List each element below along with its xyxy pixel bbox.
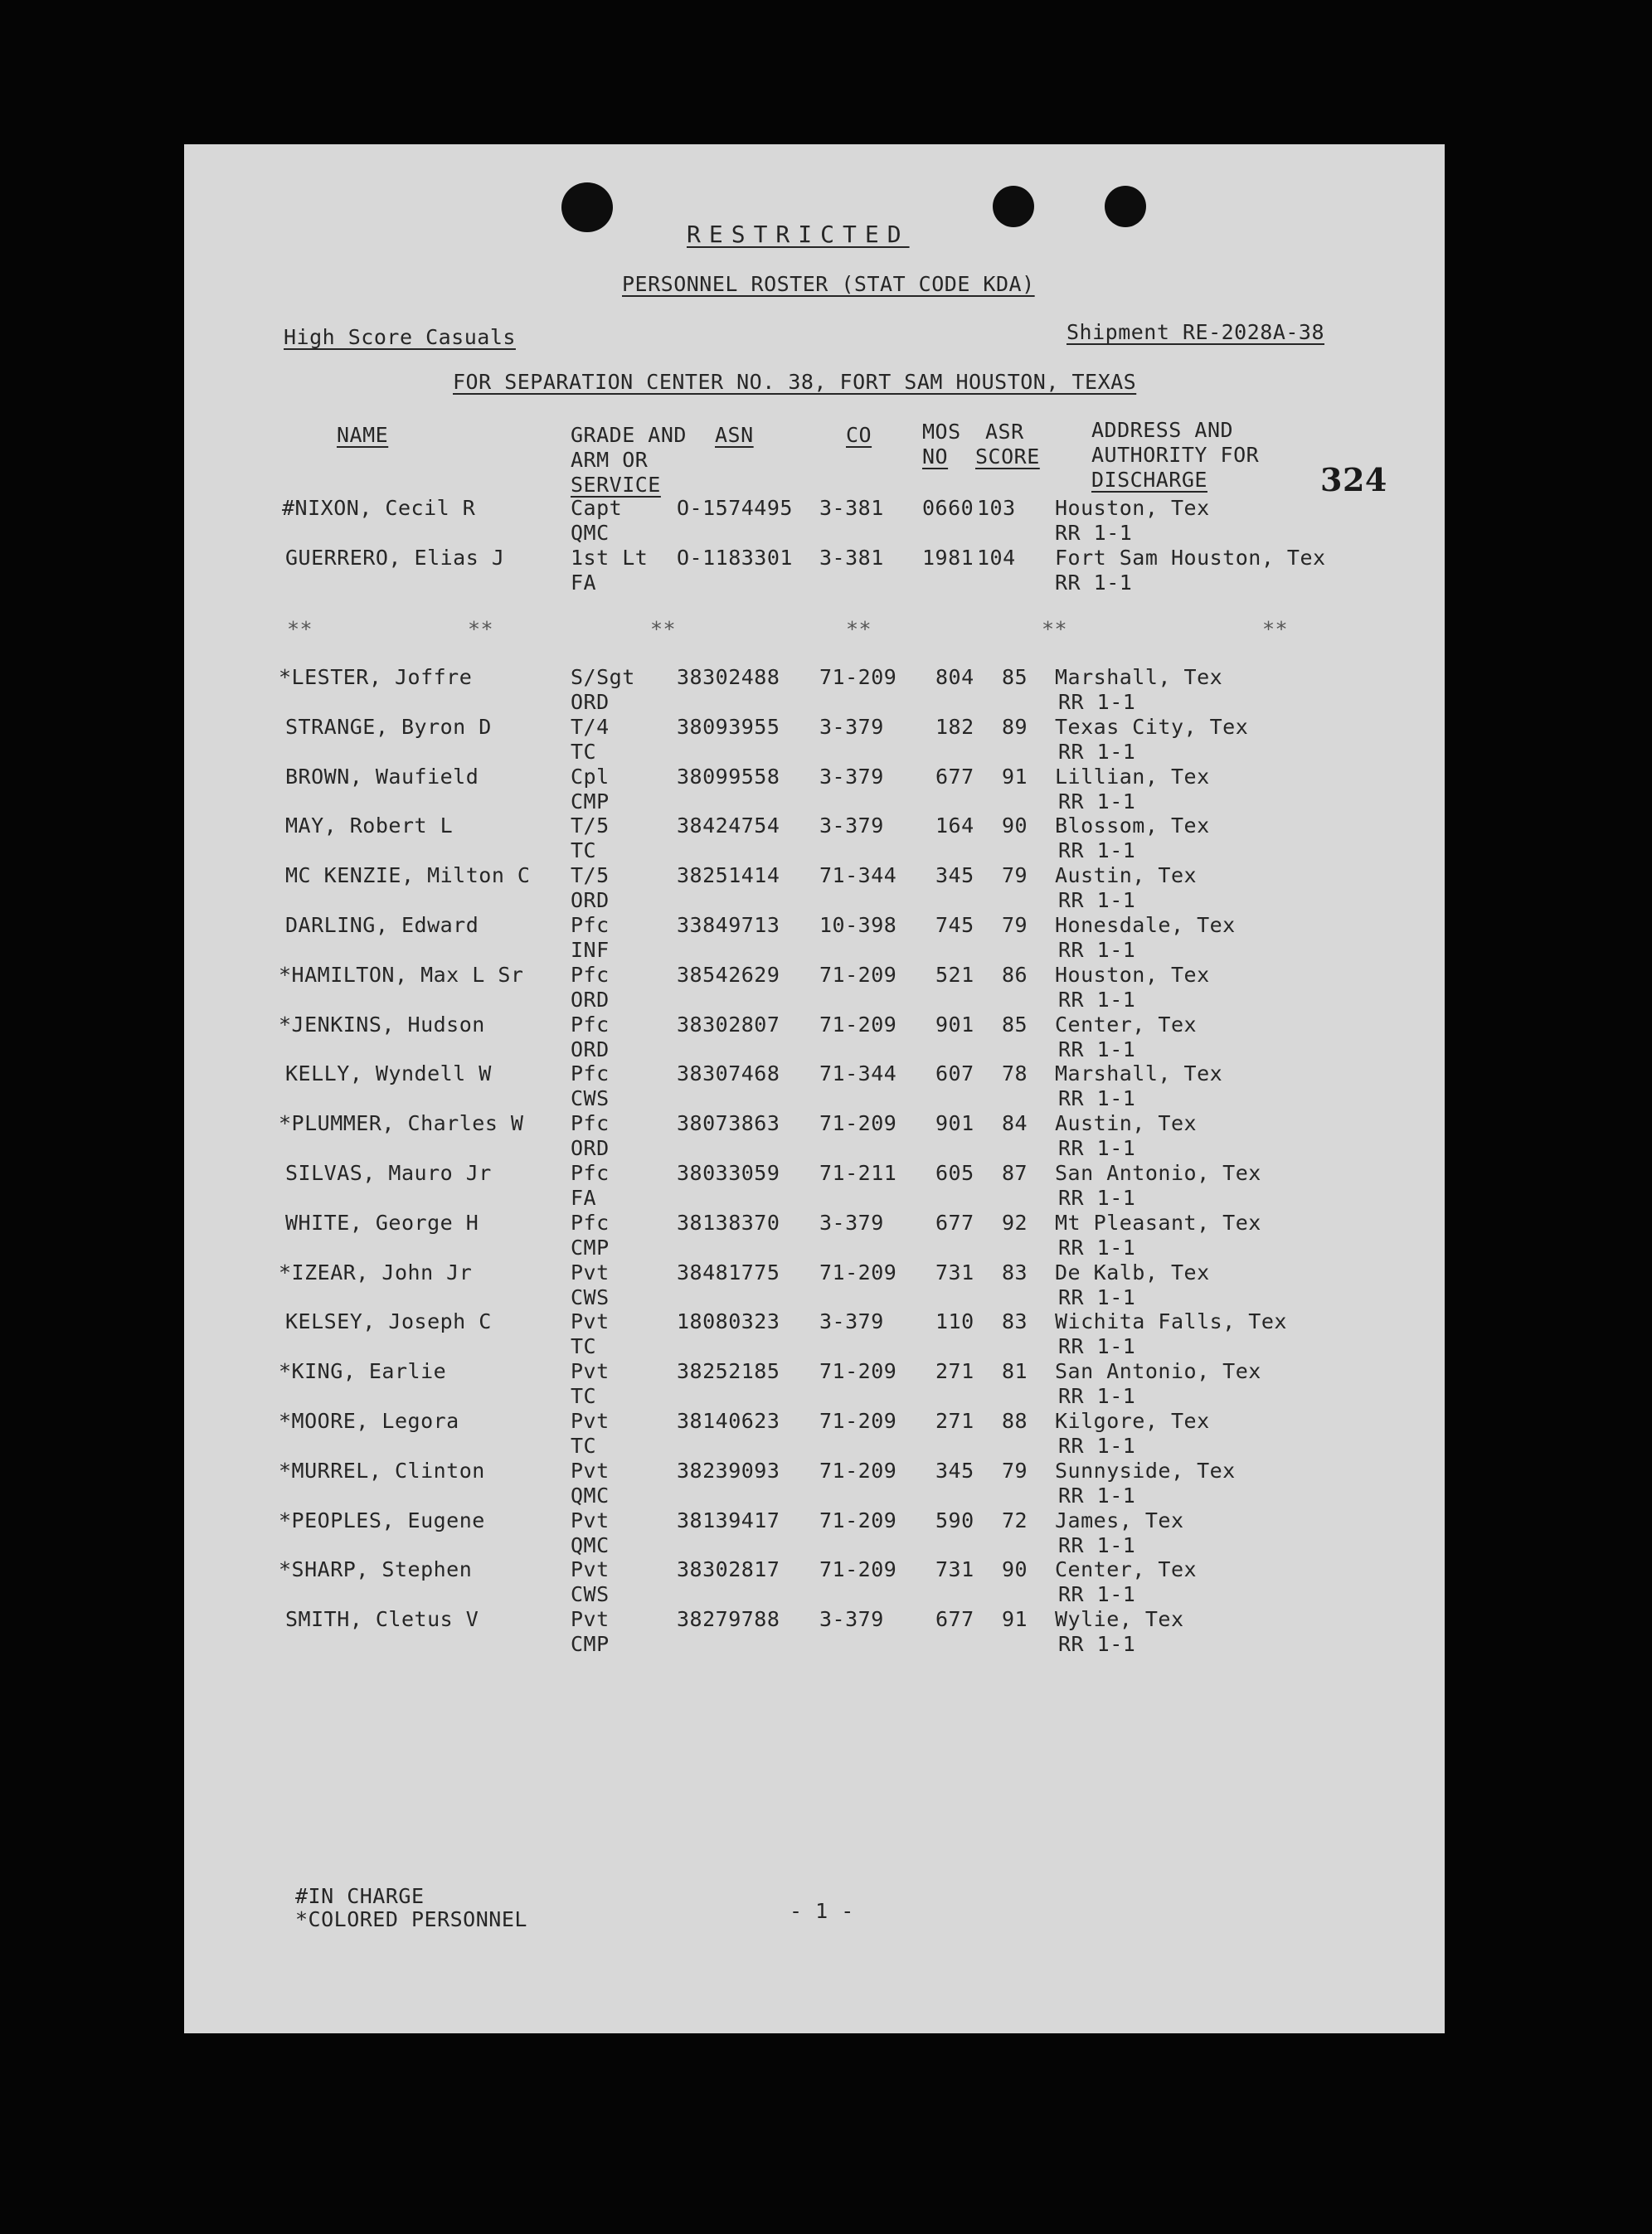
row-mos: 110: [935, 1309, 974, 1333]
row-asr: 103: [977, 496, 1016, 520]
row-address: Center, Tex: [1055, 1557, 1198, 1581]
row-asr: 90: [1002, 813, 1028, 838]
row-name: *MOORE, Legora: [279, 1409, 459, 1433]
restricted-heading: RESTRICTED: [687, 221, 910, 248]
row-asr: 87: [1002, 1161, 1028, 1185]
row-arm: CMP: [571, 1236, 610, 1260]
row-name: #NIXON, Cecil R: [282, 496, 476, 520]
col-header-mos-1: MOS: [922, 420, 961, 444]
row-grade: Pfc: [571, 913, 610, 937]
col-header-address-2: AUTHORITY FOR: [1091, 443, 1260, 467]
row-name: BROWN, Waufield: [285, 765, 479, 789]
row-asr: 85: [1002, 665, 1028, 689]
row-mos: 590: [935, 1508, 974, 1532]
row-authority: RR 1-1: [1058, 1285, 1136, 1309]
row-address: Fort Sam Houston, Tex: [1055, 546, 1326, 570]
row-mos: 731: [935, 1260, 974, 1285]
row-authority: RR 1-1: [1058, 1334, 1136, 1358]
row-asn: 33849713: [677, 913, 780, 937]
row-grade: Pvt: [571, 1557, 610, 1581]
row-address: San Antonio, Tex: [1055, 1161, 1261, 1185]
row-arm: CWS: [571, 1086, 610, 1110]
row-arm: ORD: [571, 690, 610, 714]
row-arm: ORD: [571, 888, 610, 912]
row-asn: O-1574495: [677, 496, 793, 520]
punch-hole-right: [1105, 186, 1146, 227]
row-asn: 38252185: [677, 1359, 780, 1383]
row-asn: O-1183301: [677, 546, 793, 570]
enlisted-row: [184, 1557, 1445, 1607]
enlisted-row: [184, 913, 1445, 963]
row-grade: T/5: [571, 813, 610, 838]
row-asn: 38302817: [677, 1557, 780, 1581]
row-grade: Cpl: [571, 765, 610, 789]
row-asr: 79: [1002, 1459, 1028, 1483]
row-grade: Pfc: [571, 1013, 610, 1037]
row-arm: TC: [571, 838, 597, 862]
row-authority: RR 1-1: [1058, 938, 1136, 962]
officer-row: [184, 546, 1445, 595]
row-co: 71-209: [819, 1409, 897, 1433]
row-arm: QMC: [571, 1484, 610, 1508]
row-authority: RR 1-1: [1058, 740, 1136, 764]
row-authority: RR 1-1: [1058, 1136, 1136, 1160]
row-asr: 84: [1002, 1111, 1028, 1135]
row-asr: 92: [1002, 1211, 1028, 1235]
row-name: SILVAS, Mauro Jr: [285, 1161, 492, 1185]
row-authority: RR 1-1: [1058, 1086, 1136, 1110]
enlisted-row: [184, 1061, 1445, 1111]
row-grade: Pvt: [571, 1409, 610, 1433]
row-grade: Pvt: [571, 1508, 610, 1532]
page-stamp: 324: [1320, 461, 1387, 498]
enlisted-row: [184, 863, 1445, 913]
row-name: *HAMILTON, Max L Sr: [279, 963, 524, 987]
row-asn: 38239093: [677, 1459, 780, 1483]
row-asr: 86: [1002, 963, 1028, 987]
shipment-label: Shipment RE-2028A-38: [1067, 320, 1325, 344]
row-address: Austin, Tex: [1055, 1111, 1198, 1135]
row-grade: Pfc: [571, 1161, 610, 1185]
row-grade: Pfc: [571, 1211, 610, 1235]
row-co: 3-379: [819, 1309, 884, 1333]
row-mos: 182: [935, 715, 974, 739]
row-mos: 605: [935, 1161, 974, 1185]
row-asr: 83: [1002, 1260, 1028, 1285]
enlisted-row: [184, 1508, 1445, 1558]
row-asn: 38138370: [677, 1211, 780, 1235]
row-mos: 677: [935, 1211, 974, 1235]
enlisted-row: [184, 1260, 1445, 1310]
row-co: 71-209: [819, 1260, 897, 1285]
row-grade: Pvt: [571, 1459, 610, 1483]
row-name: *MURREL, Clinton: [279, 1459, 485, 1483]
punch-hole-center: [993, 186, 1034, 227]
col-header-asr-1: ASR: [985, 420, 1024, 444]
row-asr: 90: [1002, 1557, 1028, 1581]
row-grade: Pfc: [571, 1061, 610, 1085]
row-arm: TC: [571, 740, 597, 764]
row-arm: FA: [571, 571, 597, 595]
row-grade: Capt: [571, 496, 623, 520]
row-address: Wichita Falls, Tex: [1055, 1309, 1287, 1333]
row-grade: Pfc: [571, 963, 610, 987]
roster-page: [184, 144, 1445, 2033]
row-co: 71-209: [819, 665, 897, 689]
row-name: KELLY, Wyndell W: [285, 1061, 492, 1085]
row-asn: 38033059: [677, 1161, 780, 1185]
punch-hole-left: [561, 182, 613, 232]
row-name: GUERRERO, Elias J: [285, 546, 505, 570]
enlisted-row: [184, 1607, 1445, 1657]
row-authority: RR 1-1: [1058, 1037, 1136, 1061]
row-mos: 677: [935, 765, 974, 789]
row-mos: 607: [935, 1061, 974, 1085]
row-authority: RR 1-1: [1058, 988, 1136, 1012]
enlisted-row: [184, 1359, 1445, 1409]
enlisted-row: [184, 1211, 1445, 1260]
row-co: 71-344: [819, 863, 897, 887]
row-address: Honesdale, Tex: [1055, 913, 1236, 937]
row-mos: 271: [935, 1409, 974, 1433]
legend-colored-personnel: *COLORED PERSONNEL: [295, 1907, 527, 1931]
enlisted-row: [184, 1309, 1445, 1359]
row-grade: Pvt: [571, 1260, 610, 1285]
row-asn: 38307468: [677, 1061, 780, 1085]
row-co: 71-209: [819, 963, 897, 987]
col-header-asn: ASN: [715, 423, 754, 447]
row-co: 71-209: [819, 1013, 897, 1037]
separator-stars: **: [1042, 617, 1068, 641]
row-name: DARLING, Edward: [285, 913, 479, 937]
row-arm: QMC: [571, 521, 610, 545]
enlisted-row: [184, 765, 1445, 814]
separator-stars: **: [650, 617, 677, 641]
row-asn: 38073863: [677, 1111, 780, 1135]
separator-stars: **: [1262, 617, 1289, 641]
row-arm: CWS: [571, 1285, 610, 1309]
row-address: Center, Tex: [1055, 1013, 1198, 1037]
row-address: De Kalb, Tex: [1055, 1260, 1210, 1285]
row-mos: 271: [935, 1359, 974, 1383]
row-name: SMITH, Cletus V: [285, 1607, 479, 1631]
page-number: - 1 -: [790, 1899, 854, 1923]
row-asn: 38302488: [677, 665, 780, 689]
row-grade: Pvt: [571, 1607, 610, 1631]
row-name: *KING, Earlie: [279, 1359, 447, 1383]
row-asn: 38093955: [677, 715, 780, 739]
col-header-co: CO: [846, 423, 872, 447]
row-name: *PLUMMER, Charles W: [279, 1111, 524, 1135]
row-co: 3-381: [819, 496, 884, 520]
row-arm: CMP: [571, 789, 610, 813]
row-arm: ORD: [571, 988, 610, 1012]
row-asr: 79: [1002, 913, 1028, 937]
row-asn: 18080323: [677, 1309, 780, 1333]
row-co: 71-344: [819, 1061, 897, 1085]
row-co: 3-381: [819, 546, 884, 570]
row-arm: TC: [571, 1434, 597, 1458]
row-name: *JENKINS, Hudson: [279, 1013, 485, 1037]
legend-in-charge: #IN CHARGE: [295, 1884, 425, 1908]
row-mos: 0660: [922, 496, 974, 520]
row-asn: 38139417: [677, 1508, 780, 1532]
row-co: 71-209: [819, 1459, 897, 1483]
row-mos: 345: [935, 863, 974, 887]
row-co: 71-209: [819, 1557, 897, 1581]
col-header-address-3: DISCHARGE: [1091, 468, 1207, 492]
row-asr: 91: [1002, 765, 1028, 789]
row-name: *IZEAR, John Jr: [279, 1260, 473, 1285]
row-mos: 901: [935, 1111, 974, 1135]
row-mos: 731: [935, 1557, 974, 1581]
row-co: 71-209: [819, 1359, 897, 1383]
row-authority: RR 1-1: [1058, 1236, 1136, 1260]
row-authority: RR 1-1: [1058, 838, 1136, 862]
row-co: 3-379: [819, 715, 884, 739]
row-address: James, Tex: [1055, 1508, 1184, 1532]
row-mos: 521: [935, 963, 974, 987]
row-grade: Pfc: [571, 1111, 610, 1135]
row-authority: RR 1-1: [1055, 571, 1133, 595]
row-arm: ORD: [571, 1037, 610, 1061]
row-address: Wylie, Tex: [1055, 1607, 1184, 1631]
row-asn: 38542629: [677, 963, 780, 987]
row-co: 71-209: [819, 1111, 897, 1135]
officer-row: [184, 496, 1445, 546]
enlisted-row: [184, 665, 1445, 715]
row-authority: RR 1-1: [1058, 888, 1136, 912]
col-header-grade-2: ARM OR: [571, 448, 649, 472]
separator-stars: **: [468, 617, 494, 641]
row-authority: RR 1-1: [1055, 521, 1133, 545]
row-mos: 804: [935, 665, 974, 689]
row-name: *SHARP, Stephen: [279, 1557, 473, 1581]
row-arm: INF: [571, 938, 610, 962]
row-asr: 91: [1002, 1607, 1028, 1631]
enlisted-row: [184, 1409, 1445, 1459]
row-co: 71-211: [819, 1161, 897, 1185]
row-grade: T/4: [571, 715, 610, 739]
row-address: Lillian, Tex: [1055, 765, 1210, 789]
row-asn: 38302807: [677, 1013, 780, 1037]
row-asn: 38424754: [677, 813, 780, 838]
col-header-asr-2: SCORE: [975, 444, 1040, 469]
row-mos: 1981: [922, 546, 974, 570]
row-name: STRANGE, Byron D: [285, 715, 492, 739]
row-asn: 38279788: [677, 1607, 780, 1631]
row-arm: TC: [571, 1384, 597, 1408]
row-asr: 85: [1002, 1013, 1028, 1037]
row-address: Marshall, Tex: [1055, 1061, 1223, 1085]
enlisted-row: [184, 1459, 1445, 1508]
row-asn: 38140623: [677, 1409, 780, 1433]
group-label: High Score Casuals: [284, 325, 516, 349]
row-name: *PEOPLES, Eugene: [279, 1508, 485, 1532]
col-header-mos-2: NO: [922, 444, 949, 469]
row-arm: TC: [571, 1334, 597, 1358]
row-authority: RR 1-1: [1058, 1434, 1136, 1458]
row-co: 3-379: [819, 1211, 884, 1235]
enlisted-row: [184, 813, 1445, 863]
row-authority: RR 1-1: [1058, 1384, 1136, 1408]
row-co: 71-209: [819, 1508, 897, 1532]
enlisted-row: [184, 963, 1445, 1013]
row-arm: QMC: [571, 1533, 610, 1557]
row-grade: T/5: [571, 863, 610, 887]
enlisted-row: [184, 1111, 1445, 1161]
row-co: 10-398: [819, 913, 897, 937]
row-name: MAY, Robert L: [285, 813, 454, 838]
roster-title: PERSONNEL ROSTER (STAT CODE KDA): [622, 272, 1035, 296]
row-grade: 1st Lt: [571, 546, 649, 570]
enlisted-row: [184, 1161, 1445, 1211]
row-mos: 345: [935, 1459, 974, 1483]
row-arm: CWS: [571, 1582, 610, 1606]
row-grade: S/Sgt: [571, 665, 635, 689]
row-asn: 38099558: [677, 765, 780, 789]
separation-center-label: FOR SEPARATION CENTER NO. 38, FORT SAM HOUSTON, TEXAS: [453, 370, 1137, 394]
row-mos: 164: [935, 813, 974, 838]
separator-stars: **: [287, 617, 313, 641]
row-asr: 104: [977, 546, 1016, 570]
row-authority: RR 1-1: [1058, 690, 1136, 714]
row-asr: 78: [1002, 1061, 1028, 1085]
row-asn: 38481775: [677, 1260, 780, 1285]
row-authority: RR 1-1: [1058, 1484, 1136, 1508]
row-name: KELSEY, Joseph C: [285, 1309, 492, 1333]
row-authority: RR 1-1: [1058, 1582, 1136, 1606]
row-mos: 745: [935, 913, 974, 937]
row-co: 3-379: [819, 1607, 884, 1631]
row-arm: FA: [571, 1186, 597, 1210]
row-authority: RR 1-1: [1058, 1186, 1136, 1210]
row-co: 3-379: [819, 765, 884, 789]
row-mos: 677: [935, 1607, 974, 1631]
row-name: MC KENZIE, Milton C: [285, 863, 531, 887]
row-address: Sunnyside, Tex: [1055, 1459, 1236, 1483]
row-asr: 72: [1002, 1508, 1028, 1532]
row-address: Kilgore, Tex: [1055, 1409, 1210, 1433]
row-address: Mt Pleasant, Tex: [1055, 1211, 1261, 1235]
row-authority: RR 1-1: [1058, 1533, 1136, 1557]
row-address: Austin, Tex: [1055, 863, 1198, 887]
col-header-address-1: ADDRESS AND: [1091, 418, 1234, 442]
row-arm: ORD: [571, 1136, 610, 1160]
row-asr: 83: [1002, 1309, 1028, 1333]
col-header-grade-3: SERVICE: [571, 473, 661, 497]
separator-stars: **: [846, 617, 872, 641]
row-asn: 38251414: [677, 863, 780, 887]
row-address: San Antonio, Tex: [1055, 1359, 1261, 1383]
row-name: WHITE, George H: [285, 1211, 479, 1235]
col-header-name: NAME: [337, 423, 389, 447]
row-authority: RR 1-1: [1058, 1632, 1136, 1656]
row-asr: 88: [1002, 1409, 1028, 1433]
enlisted-row: [184, 1013, 1445, 1062]
row-address: Marshall, Tex: [1055, 665, 1223, 689]
row-address: Houston, Tex: [1055, 963, 1210, 987]
row-name: *LESTER, Joffre: [279, 665, 473, 689]
row-grade: Pvt: [571, 1309, 610, 1333]
row-asr: 89: [1002, 715, 1028, 739]
row-address: Blossom, Tex: [1055, 813, 1210, 838]
row-mos: 901: [935, 1013, 974, 1037]
row-authority: RR 1-1: [1058, 789, 1136, 813]
enlisted-row: [184, 715, 1445, 765]
row-asr: 81: [1002, 1359, 1028, 1383]
col-header-grade-1: GRADE AND: [571, 423, 687, 447]
row-asr: 79: [1002, 863, 1028, 887]
row-co: 3-379: [819, 813, 884, 838]
row-arm: CMP: [571, 1632, 610, 1656]
row-address: Texas City, Tex: [1055, 715, 1249, 739]
row-grade: Pvt: [571, 1359, 610, 1383]
row-address: Houston, Tex: [1055, 496, 1210, 520]
